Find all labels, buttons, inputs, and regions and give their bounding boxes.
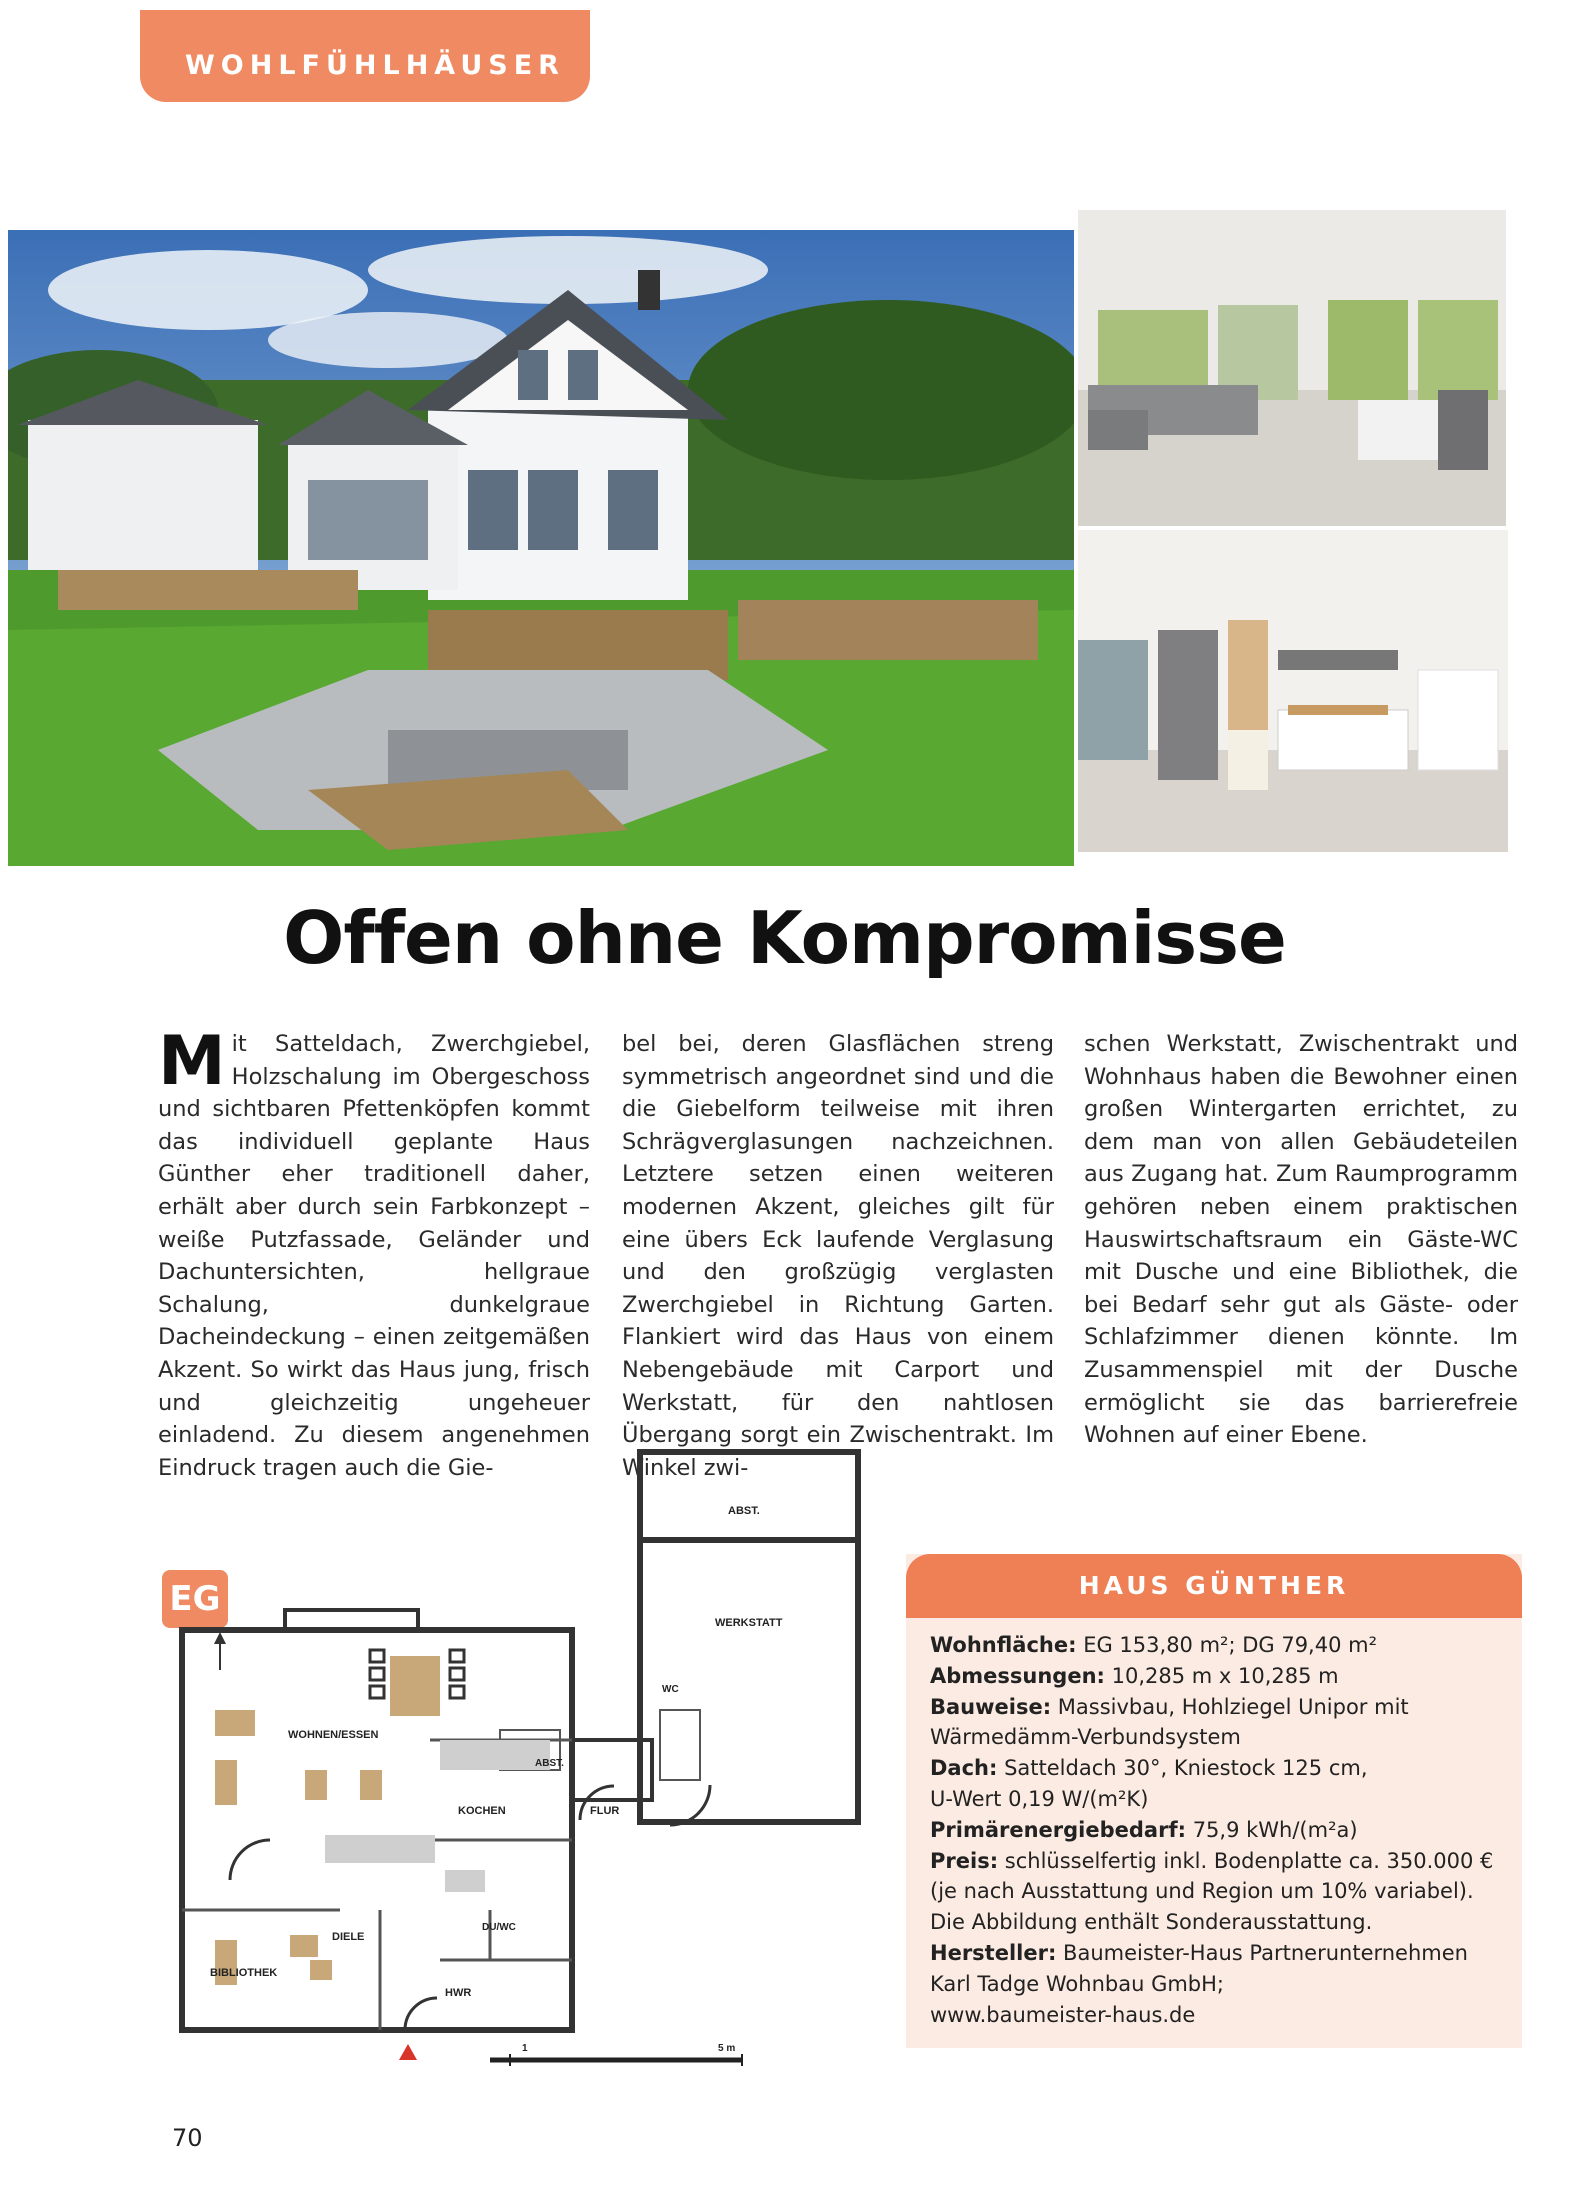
column-1-text: it Satteldach, Zwerchgiebel, Holzschalung im Obergeschoss und sichtbaren Pfettenköpfen kommt das individuell geplante Haus Günther eher traditionell daher, erhält aber durch sein Farbkonzept – weiße Putzfassade, Geländer und Dachuntersichten, hellgraue Schalung, dunkelgraue Dacheindeckung – einen zeitgemäßen Akzent. So wirkt das Haus jung, frisch und gleichzeitig ungeheuer einladend. Zu diesem angenehmen Eindruck tragen auch die Gie- xyxy=(158,1031,590,1481)
label-dach: Dach: xyxy=(930,1756,998,1781)
section-label: WOHLFÜHLHÄUSER xyxy=(185,50,565,81)
article-title: Offen ohne Kompromisse xyxy=(283,896,1286,980)
label-abmessungen: Abmessungen: xyxy=(930,1663,1105,1688)
room-kochen: KOCHEN xyxy=(458,1805,506,1817)
column-2-text: bel bei, deren Glasflächen streng symmetrisch angeordnet sind und die die Giebelform teilweise mit ihren Schrägverglasungen nachzeichnen. Letztere setzen einen weiteren modernen Akzent, gleiches gilt für eine übers Eck laufende Verglasung und den großzügig verglasten Zwerchgiebel in Richtung Garten. Flankiert wird das Haus von einem Nebengebäude mit Carport und Werkstatt, für den nahtlosen Übergang sorgt ein Zwischentrakt. Im Winkel zwi- xyxy=(622,1031,1054,1481)
room-hwr: HWR xyxy=(445,1987,472,1999)
section-tab xyxy=(140,10,590,102)
value-hersteller-2: Karl Tadge Wohnbau GmbH; xyxy=(930,1971,1224,1996)
label-hersteller: Hersteller: xyxy=(930,1940,1057,1965)
scale-one: 1 xyxy=(522,2043,528,2054)
value-hersteller-1: Baumeister-Haus Partnerunternehmen xyxy=(1063,1940,1468,1965)
room-bibliothek: BIBLIOTHEK xyxy=(210,1967,278,1979)
room-werkstatt: WERKSTATT xyxy=(715,1617,783,1629)
kitchen-photo xyxy=(1078,530,1508,852)
room-abst-top: ABST. xyxy=(728,1505,760,1517)
room-wc: WC xyxy=(662,1684,679,1695)
value-wohnflaeche: EG 153,80 m²; DG 79,40 m² xyxy=(1083,1633,1378,1657)
column-3-text: schen Werkstatt, Zwischentrakt und Wohnhaus haben die Bewohner einen großen Wintergarten errichtet, zu dem man von allen Gebäudeteilen aus Zugang hat. Zum Raumprogramm gehören neben einem praktischen Hauswirtschaftsraum ein Gäste-WC mit Dusche und eine Bibliothek, die bei Bedarf sehr gut als Gäste- oder Schlafzimmer dienen könnte. Im Zusammenspiel mit der Dusche ermöglicht sie das barrierefreie Wohnen auf einer Ebene. xyxy=(1084,1031,1518,1449)
page-number: 70 xyxy=(172,2124,203,2152)
value-dach-2: U-Wert 0,19 W/(m²K) xyxy=(930,1786,1149,1811)
article-column-1 xyxy=(158,1022,590,1484)
value-dach-1: Satteldach 30°, Kniestock 125 cm, xyxy=(1004,1756,1368,1781)
living-room-photo xyxy=(1078,210,1506,526)
value-hersteller-3[interactable]: www.baumeister-haus.de xyxy=(930,2002,1196,2027)
value-bauweise-1: Massivbau, Hohlziegel Unipor mit xyxy=(1057,1694,1409,1719)
floor-badge: EG xyxy=(162,1570,228,1628)
value-preis-1: schlüsselfertig inkl. Bodenplatte ca. 350.000 € xyxy=(1004,1848,1494,1873)
value-preis-2: (je nach Ausstattung und Region um 10% variabel). xyxy=(930,1879,1474,1904)
label-bauweise: Bauweise: xyxy=(930,1694,1052,1719)
info-box-title: HAUS GÜNTHER xyxy=(906,1554,1522,1618)
value-preis-3: Die Abbildung enthält Sonderausstattung. xyxy=(930,1910,1373,1935)
info-box-body xyxy=(930,1630,1510,2030)
article-column-2 xyxy=(622,1028,1054,1484)
value-abmessungen: 10,285 m x 10,285 m xyxy=(1111,1663,1339,1688)
floor-plan xyxy=(150,1440,890,2080)
label-wohnflaeche: Wohnfläche: xyxy=(930,1633,1077,1657)
room-duwc: DU/WC xyxy=(482,1922,516,1933)
label-preis: Preis: xyxy=(930,1848,999,1873)
value-bauweise-2: Wärmedämm-Verbundsystem xyxy=(930,1725,1241,1750)
article-column-3 xyxy=(1084,1028,1518,1452)
room-flur: FLUR xyxy=(590,1805,620,1817)
scale-five: 5 m xyxy=(718,2043,736,2054)
value-energie: 75,9 kWh/(m²a) xyxy=(1192,1817,1358,1842)
label-energie: Primärenergiebedarf: xyxy=(930,1817,1186,1842)
exterior-house-photo xyxy=(8,230,1074,866)
room-wohnen: WOHNEN/ESSEN xyxy=(288,1729,379,1741)
room-abst: ABST. xyxy=(535,1758,564,1769)
room-diele: DIELE xyxy=(332,1931,365,1943)
dropcap: M xyxy=(158,1022,226,1101)
